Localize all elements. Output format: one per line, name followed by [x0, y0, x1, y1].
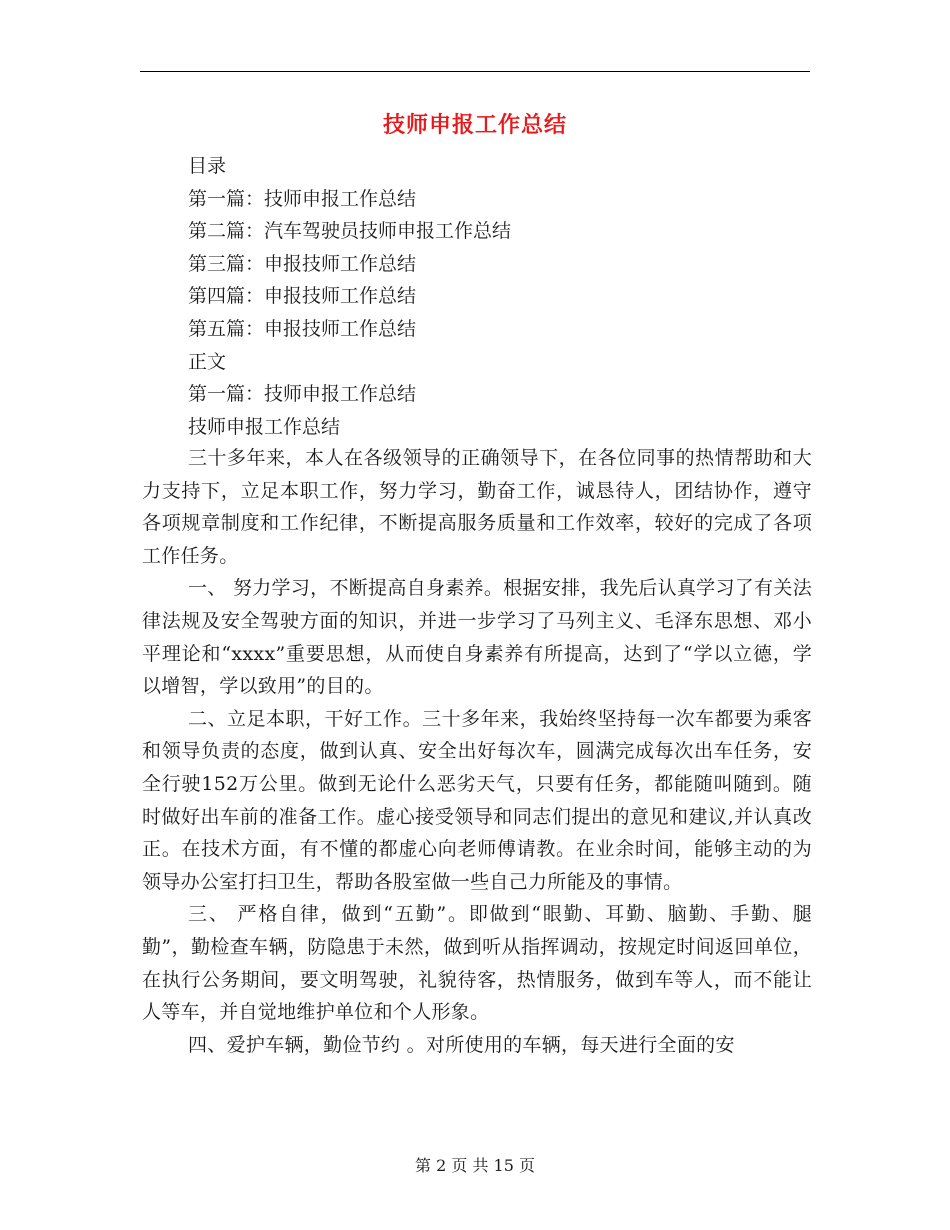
paragraph-section-2: 二、立足本职，干好工作。三十多年来，我始终坚持每一次车都要为乘客和领导负责的态度，做到认真、安全出好每次车，圆满完成每次出车任务，安全行驶152万公里。做到无论什么恶劣天气，只要有任务，都能随叫随到。随时做好出车前的准备工作。虚心接受领导和同志们提出的意见和建议,并认真改正。在技术方面，有不懂的都虚心向老师傅请教。在业余时间，能够主动的为领导办公室打扫卫生，帮助各股室做一些自己力所能及的事情。: [142, 707, 812, 893]
paragraph-section-3: 三、 严格自律，做到“五勤”。即做到“眼勤、耳勤、脑勤、手勤、腿勤”，勤检查车辆，防隐患于未然，做到听从指挥调动，按规定时间返回单位，在执行公务期间，要文明驾驶，礼貌待客，热情服务，做到车等人，而不能让人等车，并自觉地维护单位和个人形象。: [142, 903, 812, 1024]
toc-item-4: 第四篇：申报技师工作总结: [188, 285, 417, 308]
page-number: 第 2 页 共 15 页: [415, 1156, 535, 1175]
document-title: 技师申报工作总结: [382, 113, 567, 138]
article-subtitle: 技师申报工作总结: [188, 415, 341, 438]
article-body: [142, 442, 812, 1061]
toc-item-1: 第一篇：技师申报工作总结: [188, 187, 417, 210]
toc-item-3: 第三篇：申报技师工作总结: [188, 252, 417, 275]
toc-item-5: 第五篇：申报技师工作总结: [188, 317, 417, 340]
header-rule: [140, 71, 810, 72]
paragraph-intro: 三十多年来，本人在各级领导的正确领导下，在各位同事的热情帮助和大力支持下，立足本职工作，努力学习，勤奋工作，诚恳待人，团结协作，遵守各项规章制度和工作纪律，不断提高服务质量和工作效率，较好的完成了各项工作任务。: [142, 447, 812, 567]
body-heading: 正文: [188, 350, 227, 373]
paragraph-section-4: 四、爱护车辆，勤俭节约 。对所使用的车辆，每天进行全面的安: [188, 1033, 735, 1056]
toc-heading: 目录: [188, 155, 227, 177]
toc-item-2: 第二篇：汽车驾驶员技师申报工作总结: [188, 220, 512, 243]
article-heading: 第一篇：技师申报工作总结: [188, 383, 417, 406]
table-of-contents: [188, 150, 788, 443]
paragraph-section-1: 一、 努力学习，不断提高自身素养。根据安排，我先后认真学习了有关法律法规及安全驾驶方面的知识，并进一步学习了马列主义、毛泽东思想、邓小平理论和“xxxx”重要思想，从而使自身素养有所提高，达到了“学以立德，学以增智，学以致用”的目的。: [142, 577, 812, 698]
